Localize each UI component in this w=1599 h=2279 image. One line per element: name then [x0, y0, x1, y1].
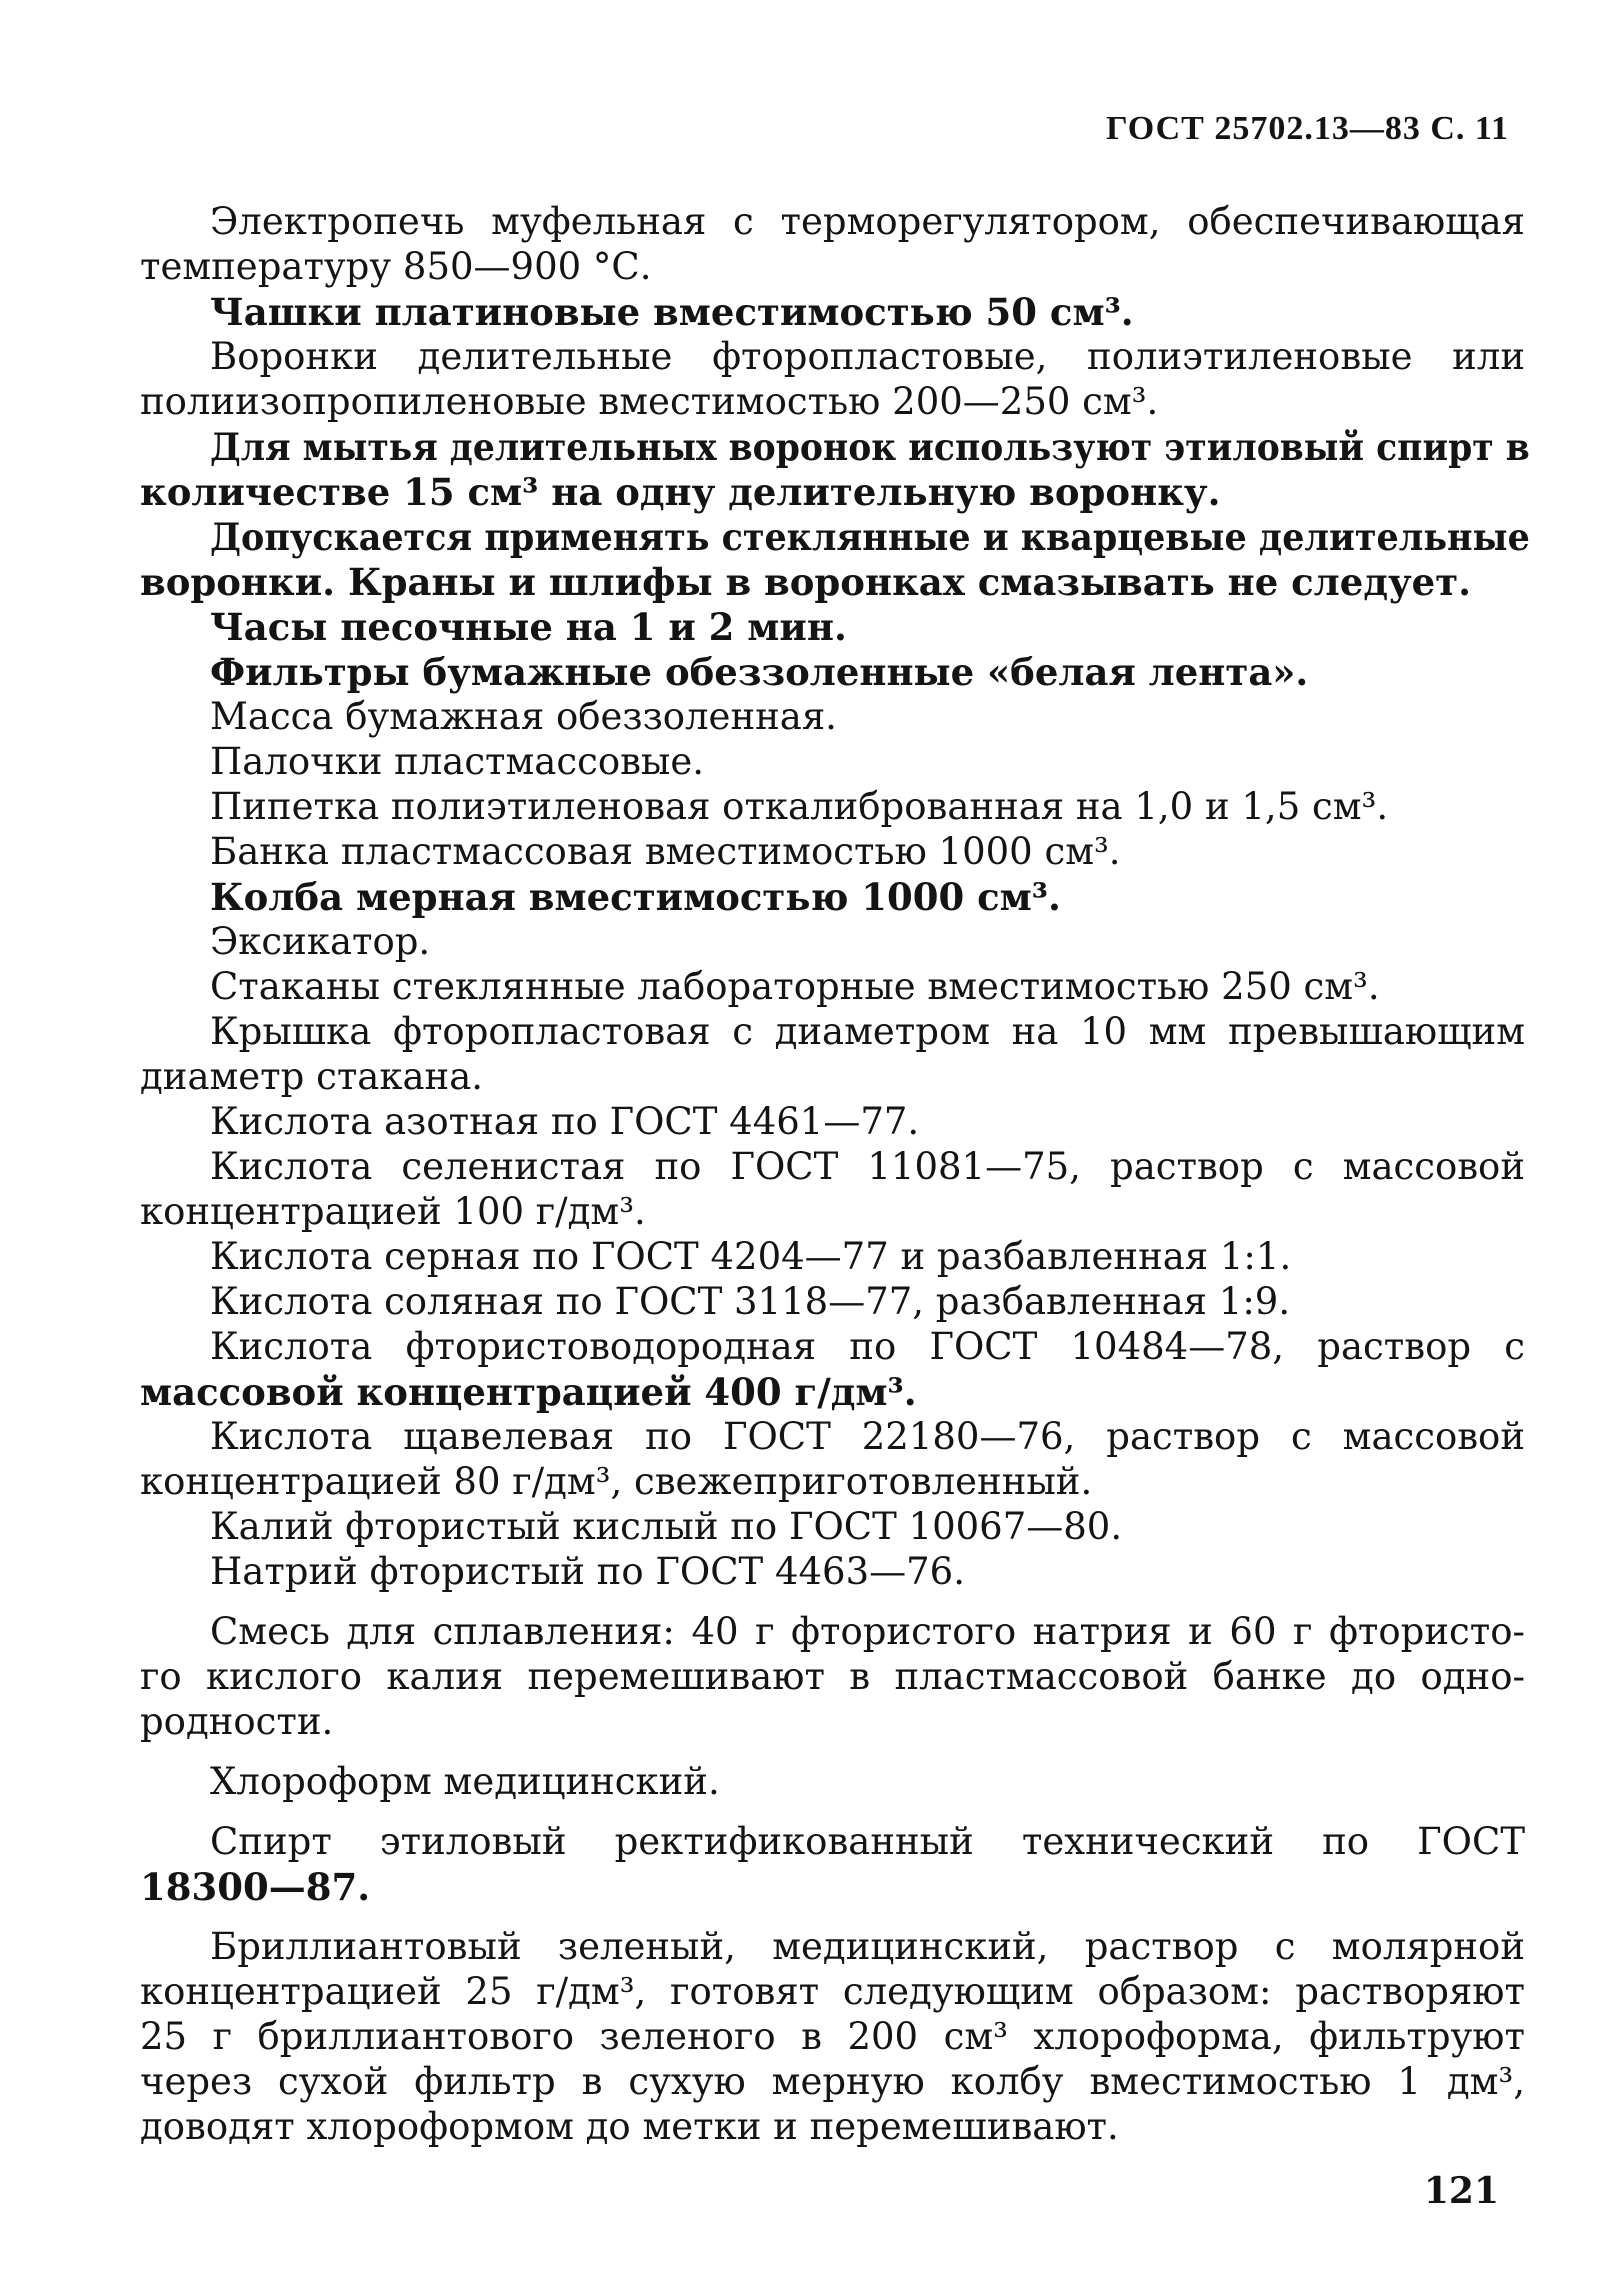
text-line: Натрий фтористый по ГОСТ 4463—76. [210, 1550, 965, 1593]
page-header: ГОСТ 25702.13—83 С. 11 [1105, 110, 1509, 147]
text-line: через сухой фильтр в сухую мерную колбу вместимостью 1 дм³, [140, 2060, 1525, 2103]
text-line: Эксикатор. [210, 920, 431, 963]
text-line: доводят хлороформом до метки и перемешивают. [140, 2105, 1119, 2148]
text-line: Бриллиантовый зеленый, медицинский, раствор с молярной [210, 1925, 1525, 1968]
text-line: Пипетка полиэтиленовая откалиброванная на 1,0 и 1,5 см³. [210, 785, 1389, 828]
text-line: концентрацией 25 г/дм³, готовят следующим образом: растворяют [140, 1970, 1525, 2013]
text-line: 18300—87. [140, 1865, 371, 1909]
text-line: Банка пластмассовая вместимостью 1000 см³. [210, 830, 1121, 873]
text-line: Кислота селенистая по ГОСТ 11081—75, раствор с массовой [210, 1145, 1525, 1188]
text-line: Калий фтористый кислый по ГОСТ 10067—80. [210, 1505, 1123, 1548]
page-number: 121 [1423, 2170, 1499, 2212]
text-line: количестве 15 см³ на одну делительную воронку. [140, 470, 1221, 514]
text-line: Смесь для сплавления: 40 г фтористого натрия и 60 г фтористо- [210, 1610, 1525, 1653]
text-line: Для мытья делительных воронок используют этиловый спирт в [210, 425, 1530, 469]
text-line: Спирт этиловый ректификованный технический по ГОСТ [210, 1820, 1525, 1863]
text-line: Фильтры бумажные обеззоленные «белая лента». [210, 650, 1309, 694]
text-line: Кислота серная по ГОСТ 4204—77 и разбавленная 1:1. [210, 1235, 1292, 1278]
text-line: Стаканы стеклянные лабораторные вместимостью 250 см³. [210, 965, 1380, 1008]
text-line: Кислота соляная по ГОСТ 3118—77, разбавленная 1:9. [210, 1280, 1291, 1323]
text-line: Чашки платиновые вместимостью 50 см³. [210, 290, 1134, 334]
text-line: Колба мерная вместимостью 1000 см³. [210, 875, 1061, 919]
text-line: Допускается применять стеклянные и кварцевые делительные [210, 515, 1530, 559]
text-line: концентрацией 100 г/дм³. [140, 1190, 646, 1233]
text-line: Кислота азотная по ГОСТ 4461—77. [210, 1100, 920, 1143]
text-line: Масса бумажная обеззоленная. [210, 695, 837, 738]
text-line: 25 г бриллиантового зеленого в 200 см³ хлороформа, фильтруют [140, 2015, 1525, 2058]
text-line: Хлороформ медицинский. [210, 1760, 720, 1803]
text-line: температуру 850—900 °С. [140, 245, 652, 288]
text-line: Электропечь муфельная с терморегулятором, обеспечивающая [210, 200, 1525, 243]
text-line: воронки. Краны и шлифы в воронках смазывать не следует. [140, 560, 1472, 604]
text-line: Воронки делительные фторопластовые, полиэтиленовые или [210, 335, 1525, 378]
text-line: родности. [140, 1700, 334, 1743]
text-line: концентрацией 80 г/дм³, свежеприготовленный. [140, 1460, 1093, 1503]
text-line: полиизопропиленовые вместимостью 200—250 см³. [140, 380, 1159, 423]
text-line: Кислота щавелевая по ГОСТ 22180—76, раствор с массовой [210, 1415, 1525, 1458]
text-line: го кислого калия перемешивают в пластмассовой банке до одно- [140, 1655, 1525, 1698]
text-line: Крышка фторопластовая с диаметром на 10 мм превышающим [210, 1010, 1525, 1053]
text-line: Часы песочные на 1 и 2 мин. [210, 605, 847, 649]
text-line: диаметр стакана. [140, 1055, 484, 1098]
text-line: Палочки пластмассовые. [210, 740, 705, 783]
text-line: Кислота фтористоводородная по ГОСТ 10484—78, раствор с [210, 1325, 1525, 1368]
text-line: массовой концентрацией 400 г/дм³. [140, 1370, 917, 1414]
